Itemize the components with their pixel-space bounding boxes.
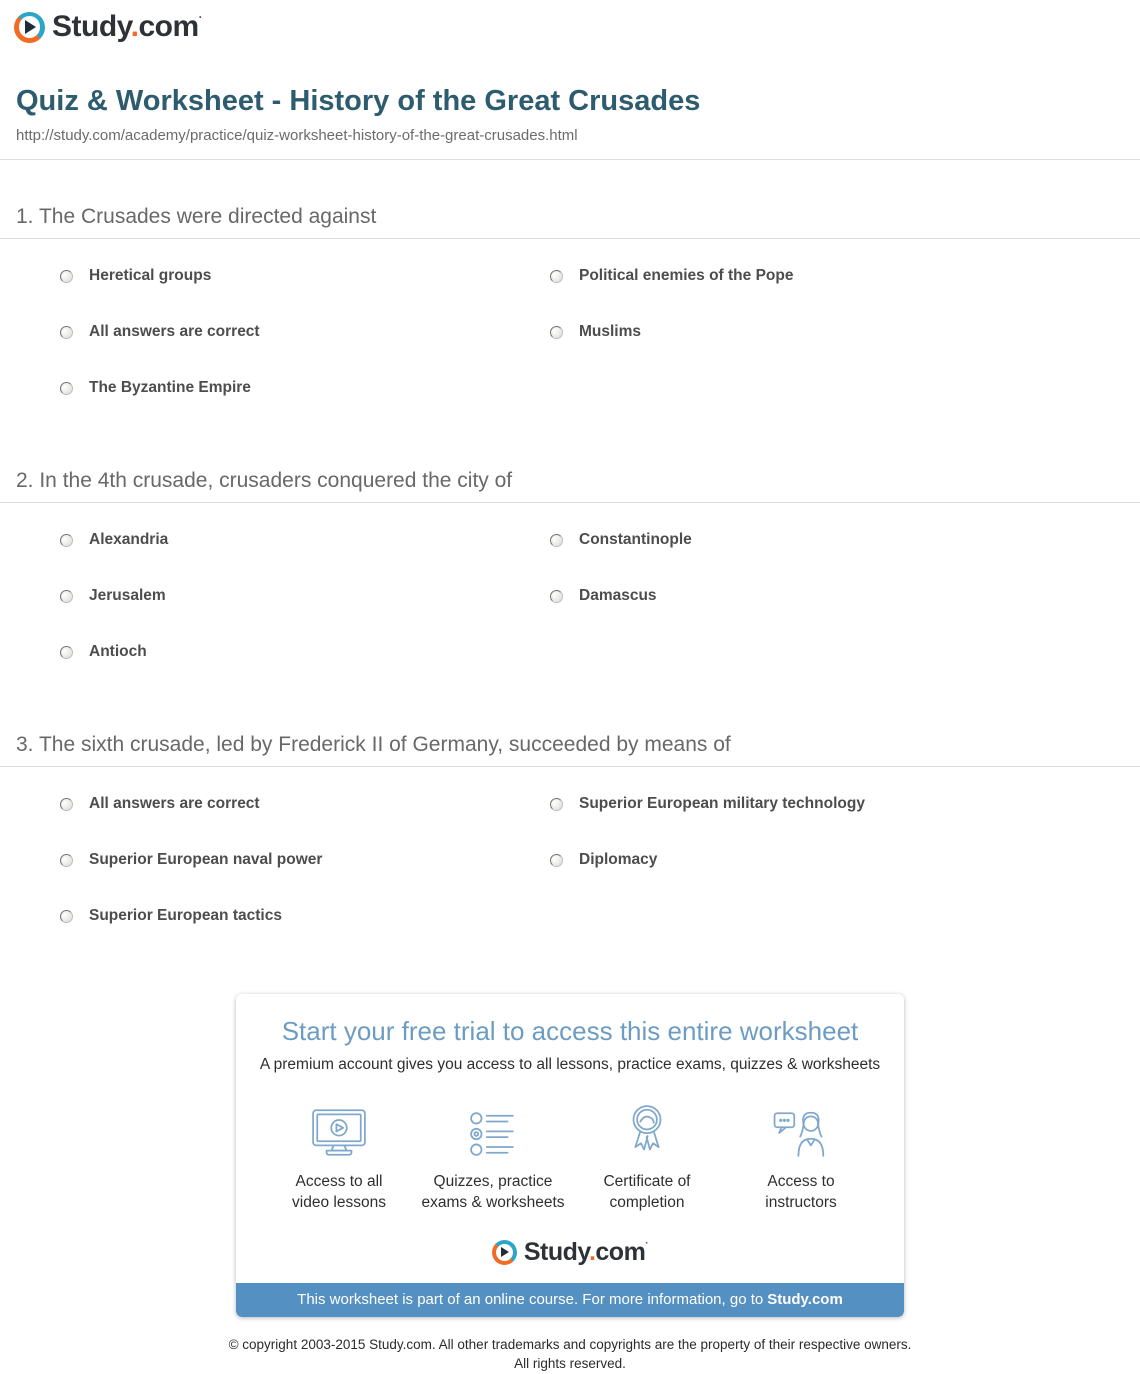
logo-word-com: com [595,1237,646,1266]
logo-dot: . [588,1237,596,1266]
banner-text: This worksheet is part of an online course. For more information, go to [297,1291,764,1309]
radio-button[interactable] [60,382,73,395]
option-label: Superior European military technology [579,795,865,812]
radio-button[interactable] [550,534,563,547]
question-3 [0,733,1140,944]
answer-option[interactable] [60,888,550,944]
answer-option[interactable] [60,512,550,568]
radio-button[interactable] [60,534,73,547]
radio-button[interactable] [550,798,563,811]
radio-button[interactable] [550,326,563,339]
question-1-divider [0,238,1140,239]
logo-wordmark [524,1238,648,1267]
certificate-icon [626,1104,668,1158]
course-info-banner [236,1283,904,1317]
logo-dot: . [130,10,139,43]
answer-option[interactable] [60,776,550,832]
studycom-logo-small[interactable] [236,1238,904,1267]
feature-label: Access to all video lessons [292,1173,386,1211]
features-row [236,1102,904,1214]
option-label: All answers are correct [89,323,260,340]
feature-certificate [572,1102,722,1214]
video-lessons-icon [310,1108,368,1158]
copyright-line2: All rights reserved. [514,1355,626,1371]
page-url: http://study.com/academy/practice/quiz-worksheet-history-of-the-great-crusades.html [16,127,578,144]
radio-button[interactable] [60,798,73,811]
page-title: Quiz & Worksheet - History of the Great Crusades [16,85,701,117]
question-1-heading: 1. The Crusades were directed against [16,205,377,228]
answer-option[interactable] [550,512,1140,568]
free-trial-card [236,994,904,1317]
instructors-icon [773,1108,829,1158]
option-label: Diplomacy [579,851,658,868]
play-circle-icon [14,12,45,43]
option-label: Constantinople [579,531,692,548]
answer-option[interactable] [60,624,550,680]
banner-studycom-link[interactable]: Study.com [767,1291,843,1309]
radio-button[interactable] [550,590,563,603]
answer-option[interactable] [60,248,550,304]
answer-option[interactable] [60,360,550,416]
feature-label: Certificate of completion [603,1173,691,1211]
cta-subheading: A premium account gives you access to all lessons, practice exams, quizzes & worksheets [259,1056,881,1073]
logo-trademark: · [645,1237,649,1249]
option-label: Heretical groups [89,267,212,284]
quizzes-worksheets-icon [469,1110,517,1158]
answer-option[interactable] [550,832,1140,888]
logo-word-study: Study [523,1237,589,1266]
studycom-logo[interactable] [14,10,1140,44]
question-2 [0,469,1140,680]
answer-option[interactable] [550,304,1140,360]
feature-label: Access to instructors [765,1173,837,1211]
option-label: Damascus [579,587,657,604]
cta-heading: Start your free trial to access this entire worksheet [281,1016,859,1046]
option-label: The Byzantine Empire [89,379,251,396]
answer-option[interactable] [550,248,1140,304]
question-3-heading: 3. The sixth crusade, led by Frederick II of Germany, succeeded by means of [16,733,731,756]
question-1 [0,205,1140,416]
copyright-footer [0,1336,1140,1374]
answer-option[interactable] [60,568,550,624]
logo-trademark: · [198,10,203,24]
radio-button[interactable] [60,590,73,603]
logo-word-study: Study [52,10,131,43]
feature-instructors [726,1102,876,1214]
answer-option[interactable] [550,776,1140,832]
option-label: Jerusalem [89,587,166,604]
header-divider [0,159,1140,160]
feature-video-lessons [264,1102,414,1214]
answer-option[interactable] [60,304,550,360]
option-label: Political enemies of the Pope [579,267,794,284]
option-label: All answers are correct [89,795,260,812]
option-label: Antioch [89,643,147,660]
question-3-divider [0,766,1140,767]
play-circle-icon [492,1240,517,1265]
option-label: Alexandria [89,531,169,548]
question-2-heading: 2. In the 4th crusade, crusaders conquered the city of [16,469,513,492]
feature-label: Quizzes, practice exams & worksheets [421,1173,565,1211]
logo-word-com: com [138,10,199,43]
radio-button[interactable] [60,910,73,923]
radio-button[interactable] [60,854,73,867]
radio-button[interactable] [60,646,73,659]
logo-wordmark [52,10,202,44]
radio-button[interactable] [60,326,73,339]
copyright-line1: © copyright 2003-2015 Study.com. All other trademarks and copyrights are the property of their respective owners. [228,1336,912,1352]
radio-button[interactable] [550,854,563,867]
answer-option[interactable] [60,832,550,888]
option-label: Muslims [579,323,642,340]
option-label: Superior European tactics [89,907,282,924]
radio-button[interactable] [550,270,563,283]
radio-button[interactable] [60,270,73,283]
option-label: Superior European naval power [89,851,323,868]
answer-option[interactable] [550,568,1140,624]
feature-quizzes [418,1102,568,1214]
question-2-divider [0,502,1140,503]
